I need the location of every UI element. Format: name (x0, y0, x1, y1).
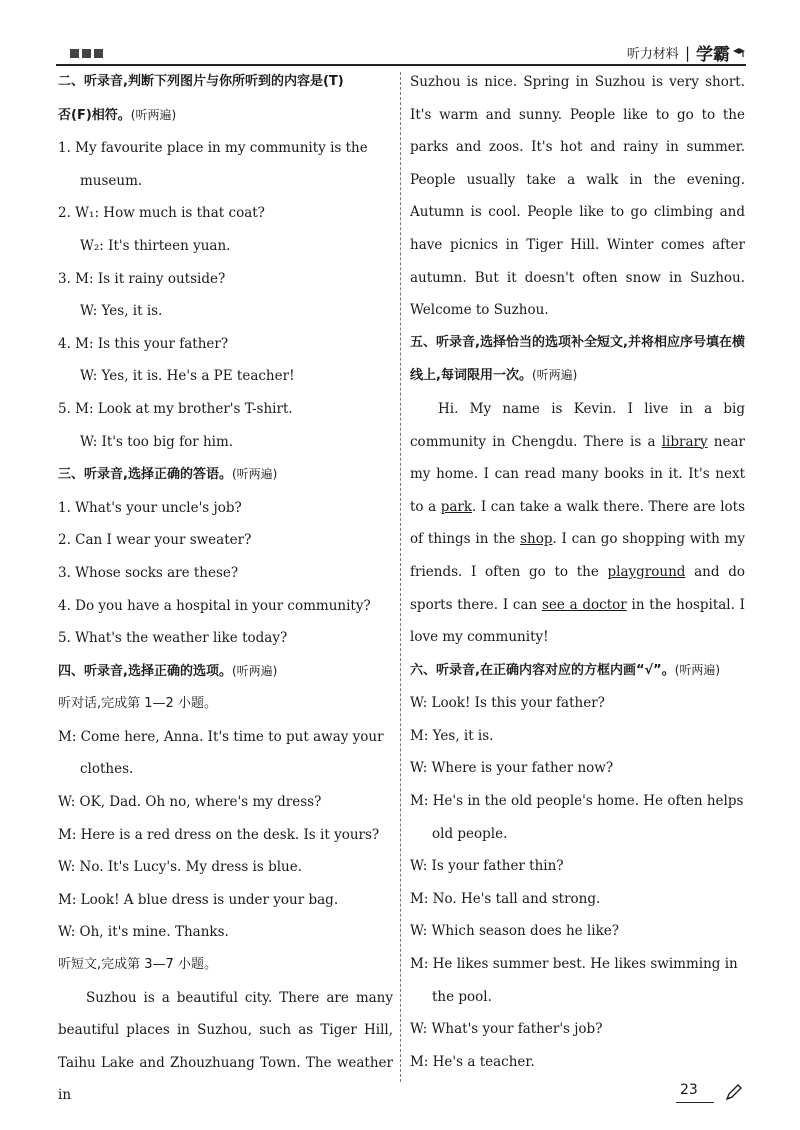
header-marks (70, 49, 103, 58)
section-heading: 二、听录音,判断下列图片与你所听到的内容是(T) (58, 74, 344, 89)
text-line: 3. M: Is it rainy outside? (58, 270, 226, 287)
text-line: 1. What's your uncle's job? (58, 499, 242, 516)
header-title (627, 40, 746, 65)
text-line: M: Yes, it is. (410, 727, 494, 744)
text-line: the pool. (432, 988, 492, 1005)
text-line: M: Here is a red dress on the desk. Is it yours? (58, 826, 380, 843)
header-separator: | (684, 43, 690, 62)
section-six-dialog (410, 687, 745, 1078)
text-line: W: Where is your father now? (410, 760, 614, 777)
text-line: 1. My favourite place in my community is the (58, 140, 368, 157)
page-number: 23 (680, 1082, 698, 1098)
text-line: 5. What's the weather like today? (58, 630, 288, 647)
text-line: W: Look! Is this your father? (410, 695, 605, 712)
pencil-icon (724, 1082, 744, 1102)
filled-blank-playground: playground (607, 563, 686, 580)
text-line: W: Is your father thin? (410, 858, 564, 875)
text-line: M: He likes summer best. He likes swimming in (410, 956, 738, 973)
text-line: W: Oh, it's mine. Thanks. (58, 924, 229, 941)
text-line: 5. M: Look at my brother's T-shirt. (58, 400, 293, 417)
page-header (56, 40, 746, 65)
header-brand: 学霸 (696, 45, 730, 65)
text-line: W: OK, Dad. Oh no, where's my dress? (58, 794, 322, 811)
filled-blank-park: park (440, 498, 473, 515)
graduation-cap-icon (732, 46, 746, 60)
section-heading: 四、听录音,选择正确的选项。(听两遍) (58, 663, 278, 679)
text-line: M: Look! A blue dress is under your bag. (58, 891, 339, 908)
text-line: 2. W₁: How much is that coat? (58, 205, 265, 222)
filled-blank-see-a-doctor: see a doctor (541, 596, 627, 613)
footer-rule (676, 1102, 714, 1103)
text-line: clothes. (80, 761, 134, 778)
text-line: W: No. It's Lucy's. My dress is blue. (58, 859, 303, 876)
page-footer (680, 1082, 750, 1106)
filled-blank-library: library (661, 433, 708, 450)
text-line: 4. Do you have a hospital in your community? (58, 597, 371, 614)
text-line: 3. Whose socks are these? (58, 564, 239, 581)
column-divider (400, 72, 401, 1082)
passage-text: Suzhou is a beautiful city. There are many beautiful places in Suzhou, such as Tiger Hill, Taihu Lake and Zhouzhuang Town. The weather in (58, 989, 393, 1104)
text-line: 2. Can I wear your sweater? (58, 532, 252, 549)
section-five-passage: Hi. My name is Kevin. I live in a big community in Chengdu. There is a library near my home. I can read many books in it. It's next to a park. I can take a walk there. There are lots of things in the shop. I can go shopping with my friends. I often go to the playground and do sports there. I can see a doctor in the hospital. I love my community! (410, 400, 746, 646)
text-line: M: No. He's tall and strong. (410, 890, 601, 907)
text-line: W: What's your father's job? (410, 1021, 603, 1038)
right-column (410, 66, 745, 1078)
text-line: old people. (432, 825, 508, 842)
text-line: M: He's a teacher. (410, 1053, 535, 1070)
instruction-line: 听短文,完成第 3—7 小题。 (58, 957, 217, 973)
section-heading: 三、听录音,选择正确的答语。(听两遍) (58, 467, 278, 483)
text-line: 4. M: Is this your father? (58, 335, 229, 352)
section-six-heading: 六、听录音,在正确内容对应的方框内画“√”。(听两遍) (410, 662, 721, 678)
header-section-label: 听力材料 (626, 47, 679, 62)
text-line: W: Yes, it is. He's a PE teacher! (80, 368, 295, 385)
text-line: museum. (80, 172, 143, 189)
section-heading: 否(F)相符。(听两遍) (58, 107, 177, 123)
section-five-heading: 五、听录音,选择恰当的选项补全短文,并将相应序号填在横线上,每词限用一次。(听两遍) (410, 334, 745, 384)
text-line: W: Which season does he like? (410, 923, 619, 940)
instruction-line: 听对话,完成第 1—2 小题。 (58, 696, 217, 712)
text-line: M: Come here, Anna. It's time to put away your (58, 728, 384, 745)
suzhou-passage-continued: Suzhou is nice. Spring in Suzhou is very short. It's warm and sunny. People like to go to the parks and zoos. It's hot and rainy in summer. People usually take a walk in the evening. Autumn is cool. People like to go climbing and have picnics in Tiger Hill. Winter comes after autumn. But it doesn't often snow in Suzhou. Welcome to Suzhou. (410, 74, 745, 319)
text-line: M: He's in the old people's home. He often helps (410, 793, 744, 810)
text-line: W: It's too big for him. (80, 433, 234, 450)
text-line: W: Yes, it is. (80, 303, 163, 320)
filled-blank-shop: shop (520, 531, 553, 548)
left-column (58, 66, 393, 1112)
text-line: W₂: It's thirteen yuan. (80, 237, 231, 254)
